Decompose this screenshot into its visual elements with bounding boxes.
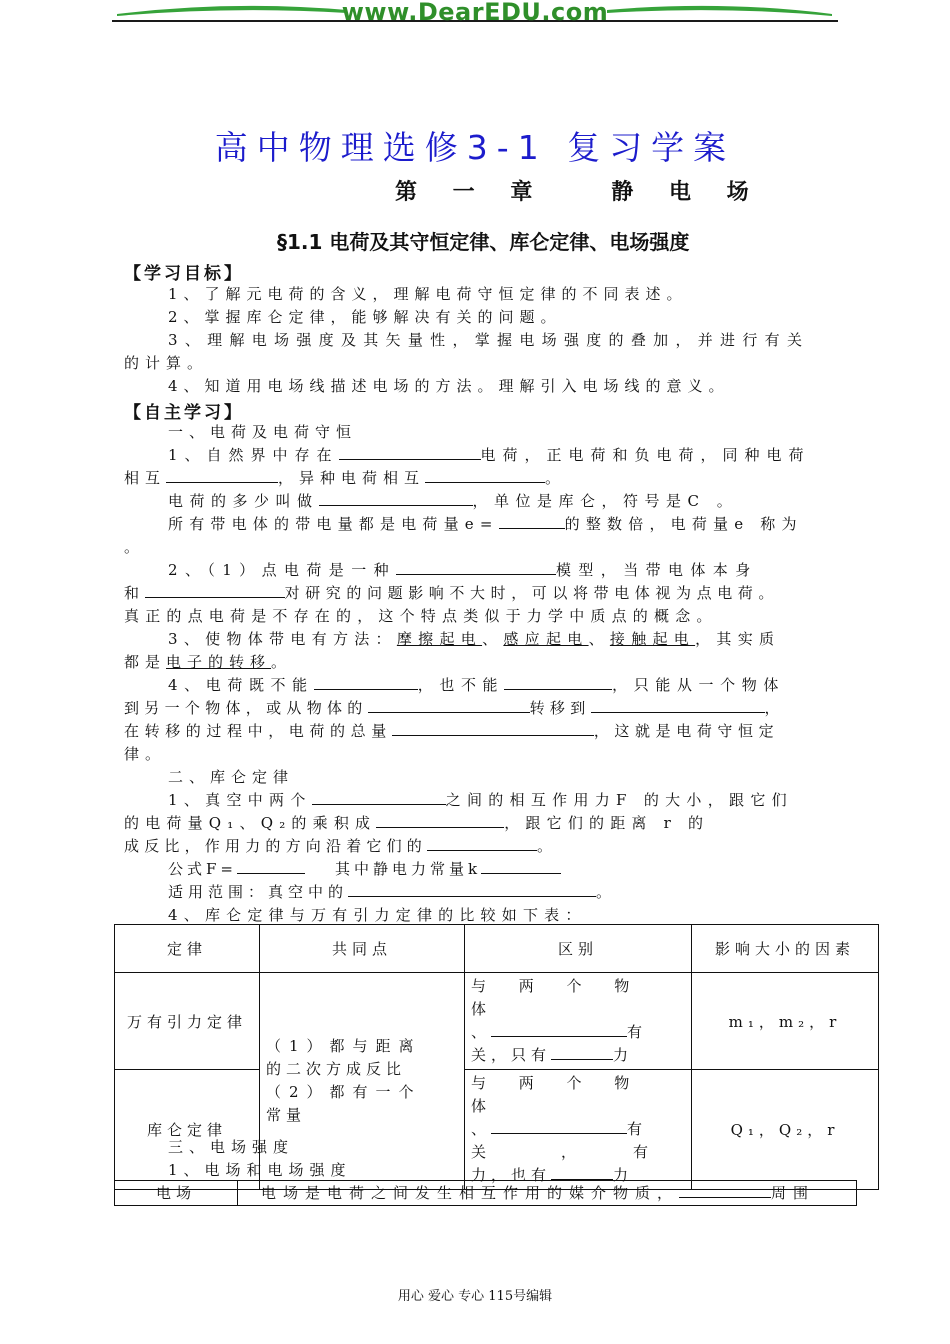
blank-field[interactable]: [425, 468, 545, 483]
subsection-title: 一、电荷及电荷守恒: [168, 423, 358, 441]
table-header-row: [115, 925, 879, 973]
subsection-title: 三、电场强度: [168, 1138, 295, 1156]
blank-field[interactable]: [591, 698, 765, 713]
blank-field[interactable]: [504, 675, 612, 690]
text-line: 1、真空中两个 之间的相互作用力F 的大小，跟它们: [168, 791, 793, 809]
text-line: 成反比，作用力的方向沿着它们的 。: [124, 837, 558, 855]
blank-field[interactable]: [551, 1165, 613, 1180]
table-header-cell: 共同点: [260, 925, 465, 973]
table-header-cell: 定律: [115, 925, 260, 973]
field-term: 电场: [115, 1181, 238, 1205]
document-title: 高中物理选修3-1 复习学案: [214, 128, 736, 167]
text-line: 公式F= 其中静电力常量k: [168, 859, 561, 879]
chapter-title: 第 一 章 静 电 场: [395, 180, 763, 205]
factor-cell: Q₁，Q₂，r: [692, 1070, 879, 1190]
goal-item: 的计算。: [124, 354, 209, 372]
text-line: 真正的点电荷是不存在的，这个特点类似于力学中质点的概念。: [124, 607, 718, 625]
blank-field[interactable]: [427, 836, 537, 851]
difference-cell: 与 两 个 物 体 、 有 关 ， 有 力，也有 力: [465, 1070, 692, 1190]
blank-field[interactable]: [312, 790, 446, 805]
blank-field[interactable]: [339, 445, 481, 460]
law-cell: 库仑定律: [115, 1070, 260, 1190]
blank-field[interactable]: [392, 721, 594, 736]
blank-field[interactable]: [481, 859, 561, 874]
blank-field[interactable]: [237, 859, 305, 874]
common-cell: （1）都与距离 的二次方成反比 （2）都有一个 常量: [260, 973, 465, 1190]
text-line: 2、（1）点电荷是一种 模型，当带电体本身: [168, 561, 758, 579]
goal-item: 1、了解元电荷的含义，理解电荷守恒定律的不同表述。: [168, 285, 688, 303]
text-line: 所有带电体的带电量都是电荷量e= 的整数倍，电荷量e 称为: [168, 515, 803, 533]
study-heading: 【自主学习】: [124, 403, 244, 423]
factor-cell: m₁，m₂，r: [692, 973, 879, 1070]
blank-field[interactable]: [491, 1022, 627, 1037]
blank-field[interactable]: [319, 491, 473, 506]
page-footer: 用心 爱心 专心 115号编辑: [397, 1289, 553, 1304]
table-header-cell: 区别: [465, 925, 692, 973]
text-line: 到另一个物体，或从物体的 转移到 ，: [124, 699, 785, 717]
law-cell: 万有引力定律: [115, 973, 260, 1070]
blank-field[interactable]: [314, 675, 418, 690]
blank-field[interactable]: [166, 468, 278, 483]
field-definition-row: [114, 1180, 857, 1206]
difference-cell: 与 两 个 物 体 、 有 关，只有 力: [465, 973, 692, 1070]
blank-field[interactable]: [145, 583, 285, 598]
table-header-cell: 影响大小的因素: [692, 925, 879, 973]
blank-field[interactable]: [499, 514, 565, 529]
goals-heading: 【学习目标】: [124, 264, 244, 284]
table-row: [115, 973, 879, 1070]
text-line: 和 对研究的问题影响不大时，可以将带电体视为点电荷。: [124, 584, 780, 602]
site-logo-text: www.DearEDU.com: [341, 0, 609, 26]
text-line: 电荷的多少叫做 ，单位是库仑，符号是C 。: [168, 492, 739, 510]
blank-field[interactable]: [368, 698, 530, 713]
text-line: 适用范围：真空中的 。: [168, 883, 617, 901]
text-line: 4、电荷既不能 ，也不能 ，只能从一个物体: [168, 676, 785, 694]
blank-field[interactable]: [348, 882, 596, 897]
text-line: 的电荷量Q₁、Q₂的乘积成 ，跟它们的距离 r 的: [124, 814, 710, 832]
subsection-title: 二、库仑定律: [168, 768, 295, 786]
goal-item: 3、理解电场强度及其矢量性，掌握电场强度的叠加，并进行有关: [168, 331, 810, 349]
blank-field[interactable]: [396, 560, 556, 575]
text-line: 律。: [124, 745, 167, 763]
text-line: 1、自然界中存在 电荷，正电荷和负电荷，同种电荷: [168, 446, 811, 464]
blank-field[interactable]: [679, 1183, 771, 1198]
text-line: 1、电场和电场强度: [168, 1161, 352, 1179]
blank-field[interactable]: [376, 813, 504, 828]
goal-item: 4、知道用电场线描述电场的方法。理解引入电场线的意义。: [168, 377, 730, 395]
text-line: 在转移的过程中，电荷的总量 ，这就是电荷守恒定: [124, 722, 780, 740]
text-line: 3、使物体带电有方法：摩擦起电、感应起电、接触起电，其实质: [168, 630, 781, 648]
text-line: 。: [124, 538, 146, 556]
section-title: §1.1 电荷及其守恒定律、库仑定律、电场强度: [277, 230, 690, 254]
field-definition: 电场是电荷之间发生相互作用的媒介物质， 周围: [261, 1184, 816, 1202]
text-line: 相互 ，异种电荷相互 。: [124, 469, 567, 487]
text-line: 4、库仑定律与万有引力定律的比较如下表：: [168, 906, 587, 924]
text-line: 都是电子的转移。: [124, 653, 293, 671]
blank-field[interactable]: [491, 1119, 627, 1134]
blank-field[interactable]: [551, 1045, 613, 1060]
goal-item: 2、掌握库仑定律，能够解决有关的问题。: [168, 308, 562, 326]
